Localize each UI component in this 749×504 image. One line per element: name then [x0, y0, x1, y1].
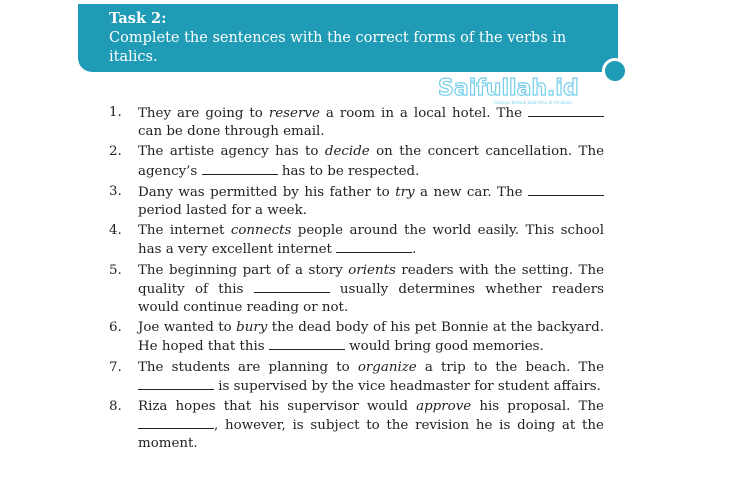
item-number: 7.: [109, 359, 122, 375]
sentence-end: has to be respected.: [277, 163, 420, 179]
item-number: 2.: [109, 144, 122, 160]
answer-blank: [138, 377, 214, 390]
item-number: 5.: [109, 262, 122, 278]
item-sentence: [138, 143, 604, 180]
sentence-end: .: [412, 242, 417, 258]
sentence-middle: a trip to the beach. The: [416, 359, 604, 375]
sentence-start: The artiste agency has to: [138, 144, 325, 160]
answer-blank: [336, 240, 412, 253]
sentence-start: The internet: [138, 223, 231, 239]
answer-blank: [269, 337, 345, 350]
item-sentence: [138, 104, 604, 141]
item-sentence: [138, 183, 604, 220]
watermark-brand: Saifullah.id: [438, 76, 579, 101]
item-number: 8.: [109, 399, 122, 415]
italic-verb: reserve: [268, 106, 320, 121]
exercise-item: [109, 143, 604, 180]
sentence-end: period lasted for a week.: [138, 203, 307, 219]
sentence-start: They are going to: [138, 106, 269, 121]
italic-verb: approve: [416, 399, 472, 415]
item-number: 3.: [109, 183, 122, 199]
exercise-item: [109, 262, 604, 318]
watermark-tagline: Cahaya Terbaik Saat Ilmu di Amalkan: [494, 100, 572, 105]
answer-blank: [202, 162, 278, 175]
item-sentence: [138, 319, 604, 356]
item-sentence: [138, 222, 604, 259]
exercise-item: [109, 222, 604, 259]
answer-blank: [254, 280, 330, 293]
exercise-item: [109, 359, 604, 396]
italic-verb: connects: [230, 223, 292, 239]
sentence-start: Riza hopes that his supervisor would: [138, 399, 417, 415]
sentence-middle: a room in a local hotel. The: [319, 106, 528, 121]
sentence-end: usually determines whether readers would continue reading or not.: [138, 281, 604, 316]
italic-verb: bury: [236, 320, 268, 336]
sentence-middle: his proposal. The: [471, 399, 604, 415]
task-title: Task 2:: [109, 10, 167, 27]
answer-blank: [528, 104, 604, 117]
sentence-end: can be done through email.: [138, 124, 325, 140]
item-number: 6.: [109, 320, 122, 336]
task-header: [78, 4, 618, 72]
answer-blank: [138, 416, 214, 429]
task-instruction: Complete the sentences with the correct forms of the verbs in italics.: [109, 30, 567, 65]
exercise-item: [109, 319, 604, 356]
exercise-list: [109, 104, 604, 456]
italic-verb: try: [395, 184, 415, 200]
sentence-start: Joe wanted to: [138, 320, 237, 336]
italic-verb: orients: [348, 262, 396, 278]
item-sentence: [138, 262, 604, 318]
item-sentence: [138, 359, 604, 396]
sentence-start: The students are planning to: [138, 359, 358, 375]
sentence-end: , however, is subject to the revision he is doing at the moment.: [138, 418, 604, 452]
exercise-item: [109, 104, 604, 141]
item-sentence: [138, 398, 604, 454]
italic-verb: decide: [324, 144, 370, 160]
sentence-middle: readers with the setting. The quality of this: [138, 262, 604, 297]
sentence-start: Dany was permitted by his father to: [138, 184, 396, 200]
sentence-start: The beginning part of a story: [138, 262, 349, 278]
sentence-end: would bring good memories.: [344, 339, 544, 355]
sentence-end: is supervised by the vice headmaster for student affairs.: [214, 378, 601, 394]
sentence-middle: people around the world easily. This school has a very excellent internet: [138, 223, 604, 258]
italic-verb: organize: [357, 359, 417, 375]
item-number: 4.: [109, 223, 122, 239]
sentence-middle: on the concert cancellation. The agency’s: [138, 144, 604, 179]
sentence-middle: the dead body of his pet Bonnie at the backyard. He hoped that this: [138, 320, 605, 355]
exercise-item: [109, 398, 604, 454]
exercise-item: [109, 183, 604, 220]
decorative-dot: [602, 58, 628, 84]
answer-blank: [528, 183, 604, 196]
item-number: 1.: [109, 105, 122, 120]
sentence-middle: a new car. The: [414, 184, 528, 200]
